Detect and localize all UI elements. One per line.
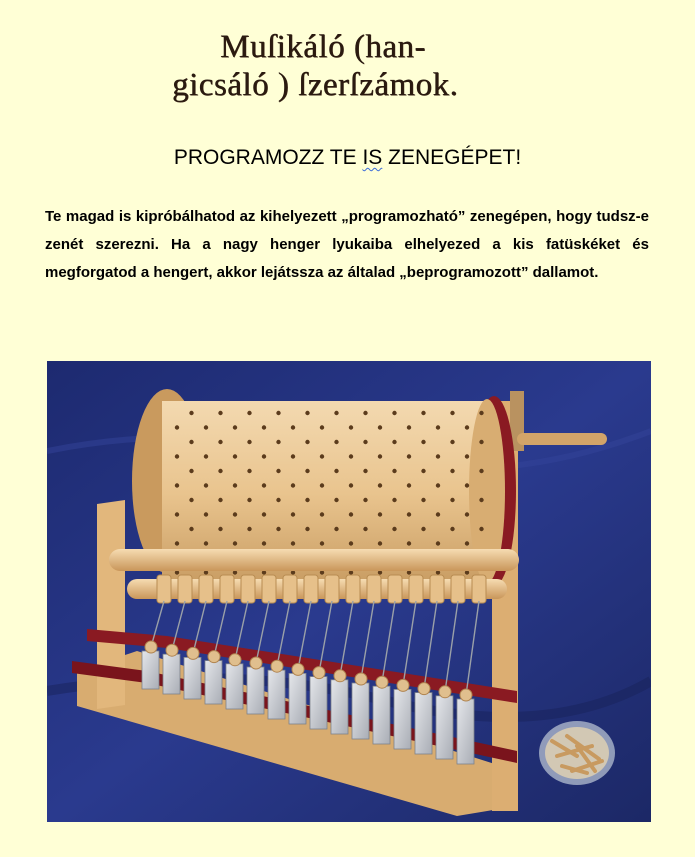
heading-suffix: ZENEGÉPET! bbox=[382, 146, 522, 169]
heading-prefix: PROGRAMOZZ TE bbox=[173, 146, 363, 169]
crank-handle bbox=[517, 433, 607, 445]
header-title-line2: gicsáló ) ſzerſzámok. bbox=[172, 67, 459, 103]
upper-rod bbox=[109, 549, 519, 571]
heading-spellcheck-word: IS bbox=[362, 146, 383, 169]
header-title bbox=[168, 28, 488, 104]
page-heading bbox=[0, 146, 695, 170]
music-box-illustration bbox=[47, 361, 651, 822]
header-title-line1: Muſikáló (han- bbox=[220, 29, 426, 65]
intro-paragraph: Te magad is kipróbálhatod az kihelyezett „programozható” zenegépen, hogy tudsz-e zenét szerezni. Ha a nagy henger lyukaiba elhelyezed a kis fatüskéket és megforgatod a hengert, akkor lejátssza az általad „beprogramozott” dallamot. bbox=[45, 208, 649, 281]
music-box-photo bbox=[47, 361, 651, 822]
